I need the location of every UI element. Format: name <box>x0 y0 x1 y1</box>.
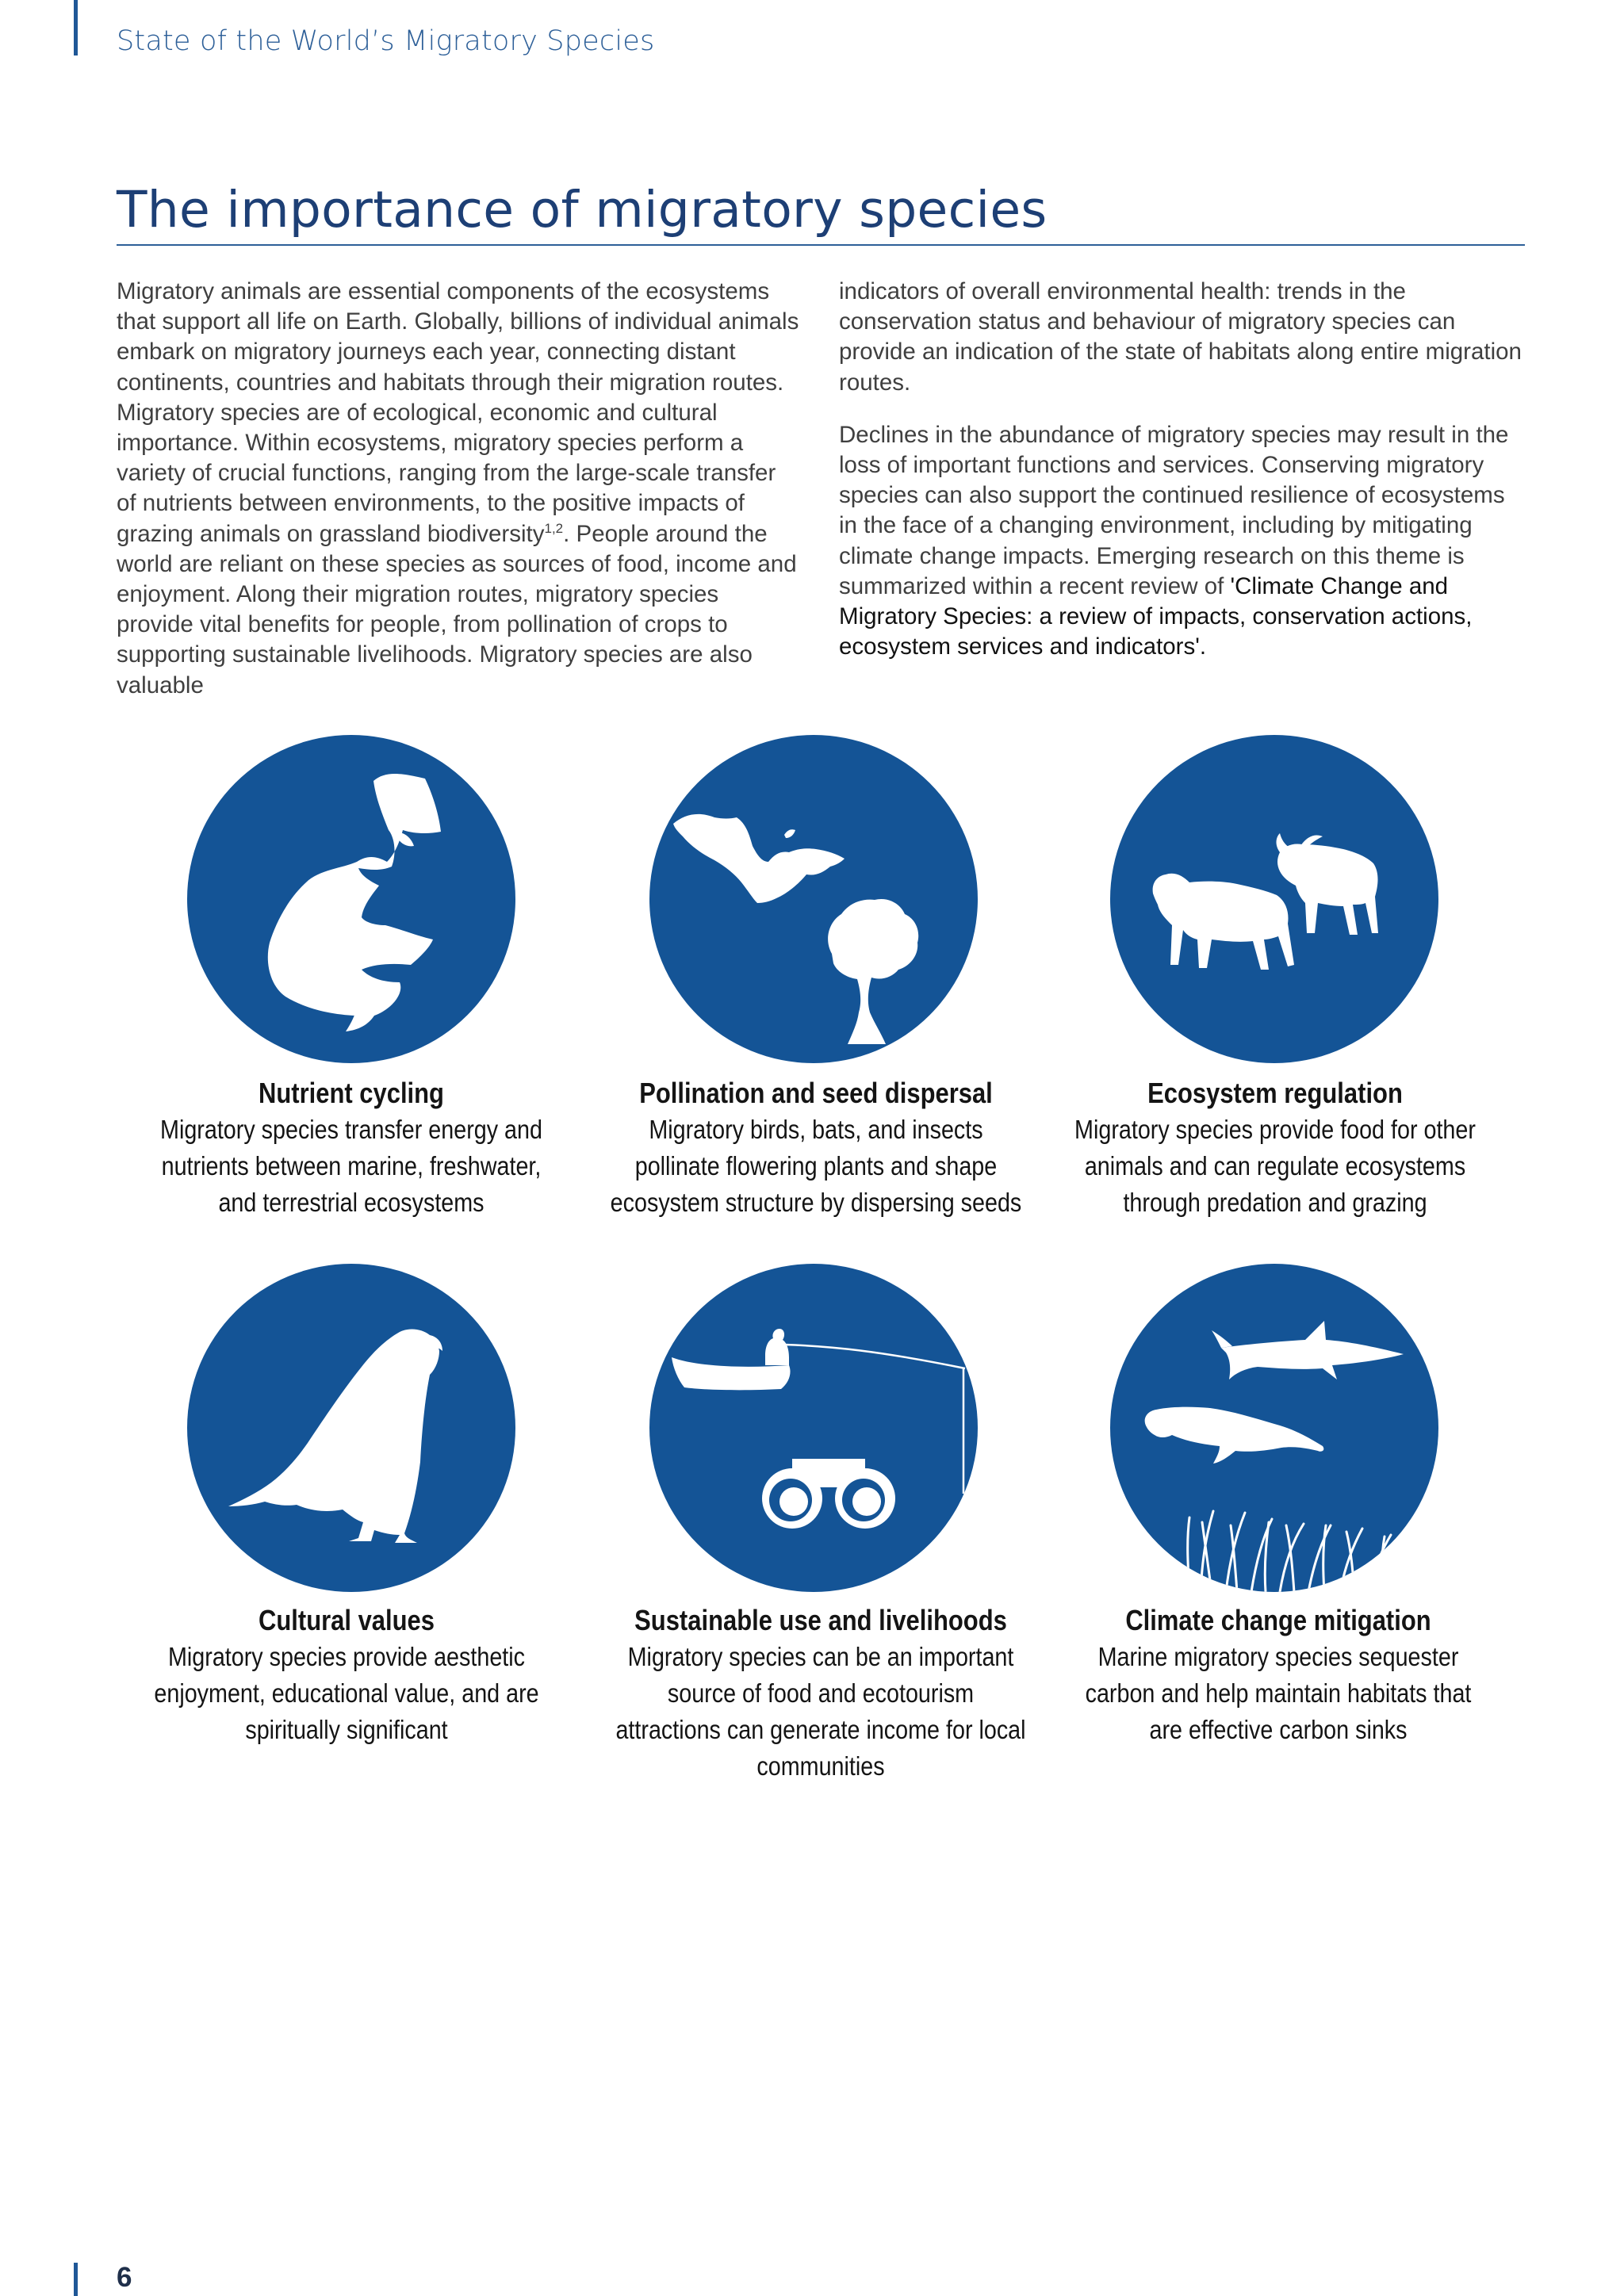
function-card-ecosystem-regulation <box>1037 1075 1513 1221</box>
function-title: Sustainable use and livelihoods <box>634 1604 1007 1636</box>
function-title: Nutrient cycling <box>259 1077 444 1109</box>
header-accent-bar <box>74 0 78 55</box>
fish-icon <box>187 735 515 1063</box>
title-divider <box>117 244 1525 246</box>
function-description: Migratory birds, bats, and insects pollinate flowering plants and shape ecosystem structure by dispersing seeds <box>610 1115 1022 1217</box>
function-card-climate-mitigation <box>1040 1602 1516 1748</box>
declines-text: Declines in the abundance of migratory species may result in the loss of important functions and services. Conserving migratory species can also support the continued resilience of ecosystems in the face of a changing environment, including by mitigating climate change impacts. Emerging research on this theme is summarized within a recent review of <box>839 421 1509 599</box>
falcon-icon <box>187 1264 515 1592</box>
function-description: Migratory species provide food for other animals and can regulate ecosystems through predation and grazing <box>1074 1115 1476 1217</box>
function-description: Migratory species provide aesthetic enjoyment, educational value, and are spiritually significant <box>154 1642 539 1744</box>
function-card-nutrient-cycling <box>113 1075 589 1221</box>
citation-superscript: 1,2 <box>544 520 564 536</box>
function-description: Marine migratory species sequester carbon and help maintain habitats that are effective carbon sinks <box>1085 1642 1472 1744</box>
intro-text-part2: . People around the world are reliant on these species as sources of food, income and enjoyment. Along their migration routes, migratory species provide vital benefits for people, from pollination of crops to supporting sustainable livelihoods. Migratory species are also valuable <box>117 520 797 698</box>
function-title: Cultural values <box>259 1604 435 1636</box>
function-card-cultural-values <box>109 1602 584 1748</box>
page-number: 6 <box>117 2262 132 2293</box>
body-column-left <box>117 277 800 701</box>
fishing-boat-binoculars-icon <box>649 1264 978 1592</box>
shark-manatee-seagrass-icon <box>1110 1264 1438 1592</box>
indicators-paragraph: indicators of overall environmental health: trends in the conservation status and behaviour of migratory species can provide an indication of the state of habitats along entire migration routes. <box>839 278 1522 396</box>
wildebeest-icon <box>1110 735 1438 1063</box>
running-header: State of the World’s Migratory Species <box>117 25 655 57</box>
footer-accent-bar <box>74 2263 78 2296</box>
declines-paragraph <box>839 420 1522 663</box>
body-column-right <box>839 277 1522 662</box>
bat-and-flower-icon <box>649 735 978 1063</box>
page-title: The importance of migratory species <box>117 181 1048 239</box>
function-title: Pollination and seed dispersal <box>639 1077 993 1109</box>
function-card-pollination <box>578 1075 1054 1221</box>
intro-paragraph <box>117 277 800 701</box>
review-reference: 'Climate Change and Migratory Species: a review of impacts, conservation actions, ecosystem services and indicators'. <box>839 572 1473 660</box>
function-description: Migratory species transfer energy and nutrients between marine, freshwater, and terrestrial ecosystems <box>160 1115 542 1217</box>
function-card-sustainable-use <box>583 1602 1059 1785</box>
function-description: Migratory species can be an important source of food and ecotourism attractions can generate income for local communities <box>615 1642 1026 1781</box>
function-title: Climate change mitigation <box>1125 1604 1431 1636</box>
intro-text-part1: Migratory animals are essential components of the ecosystems that support all life on Earth. Globally, billions of individual animals embark on migratory journeys each year, connecting distant continents, countries and habitats through their migration routes. Migratory species are of ecological, economic and cultural importance. Within ecosystems, migratory species perform a variety of crucial functions, ranging from the large-scale transfer of nutrients between environments, to the positive impacts of grazing animals on grassland biodiversity <box>117 278 799 547</box>
function-title: Ecosystem regulation <box>1147 1077 1403 1109</box>
